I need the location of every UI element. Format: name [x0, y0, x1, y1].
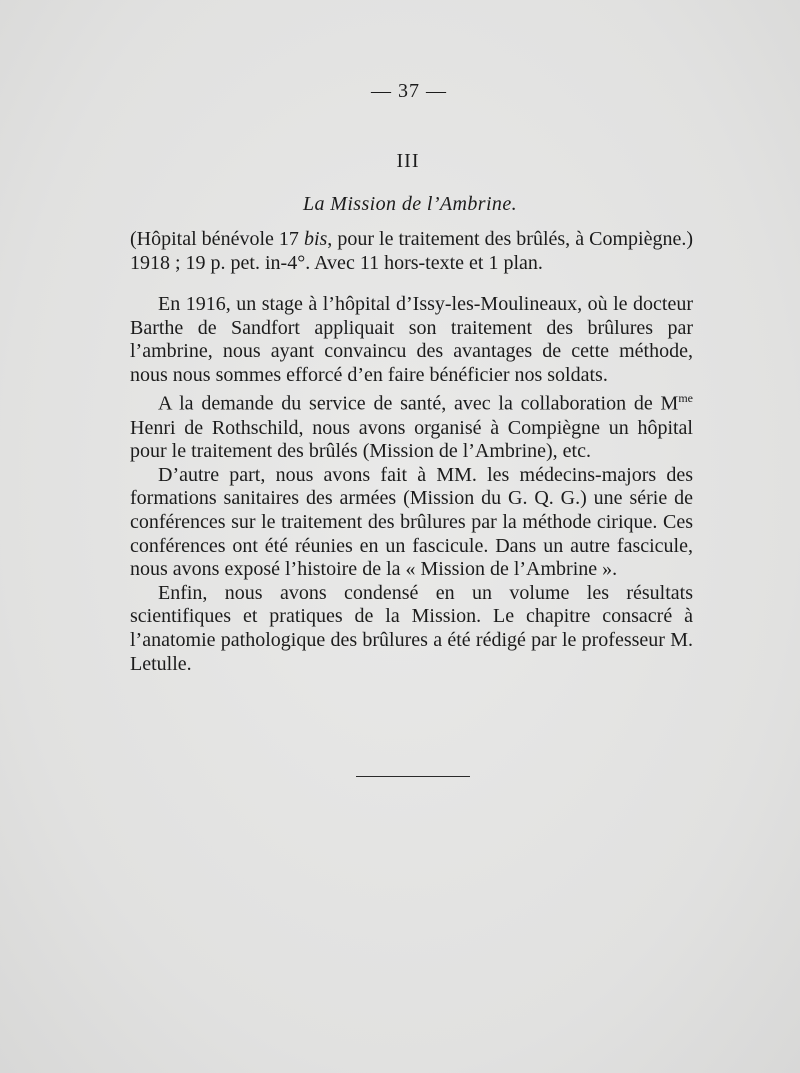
body-text	[130, 293, 693, 676]
paragraph-3: D’autre part, nous avons fait à MM. les médecins-majors des formations sanitaires des armées (Mission du G. Q. G.) une série de conférences sur le traitement des brûlures par la méthode cirique. Ces conférences ont été réunies en un fascicule. Dans un autre fascicule, nous avons exposé l’histoire de la « Mission de l’Ambrine ».	[130, 463, 693, 581]
paragraph-4: Enfin, nous avons condensé en un volume les résultats scientifiques et pratiques de la Mission. Le chapitre consacré à l’anatomie pathologique des brûlures a été rédigé par le professeur M. Letulle.	[130, 581, 693, 675]
page-number: — 37 —	[371, 80, 447, 102]
section-numeral: III	[396, 150, 420, 172]
reference-text: (Hôpital bénévole 17 bis, pour le traitement des brûlés, à Compiègne.) 1918 ; 19 p. pet. in-4°. Avec 11 hors-texte et 1 plan.	[130, 228, 693, 274]
paragraph-2: A la demande du service de santé, avec la collaboration de $M^{me}$ Henri de Rothschild, nous avons organisé à Compiègne un hôpital pour le traitement des brûlés (Mission de l’Ambrine), etc.	[130, 391, 693, 463]
reference-block	[130, 228, 693, 275]
section-divider	[356, 776, 470, 777]
paragraph-1: En 1916, un stage à l’hôpital d’Issy-les-Moulineaux, où le docteur Barthe de Sandfort appliquait son traitement des brûlures par l’ambrine, nous ayant convaincu des avantages de cette méthode, nous nous sommes efforcé d’en faire bénéficier nos soldats.	[130, 293, 693, 386]
section-title: La Mission de l’Ambrine.	[302, 193, 518, 215]
